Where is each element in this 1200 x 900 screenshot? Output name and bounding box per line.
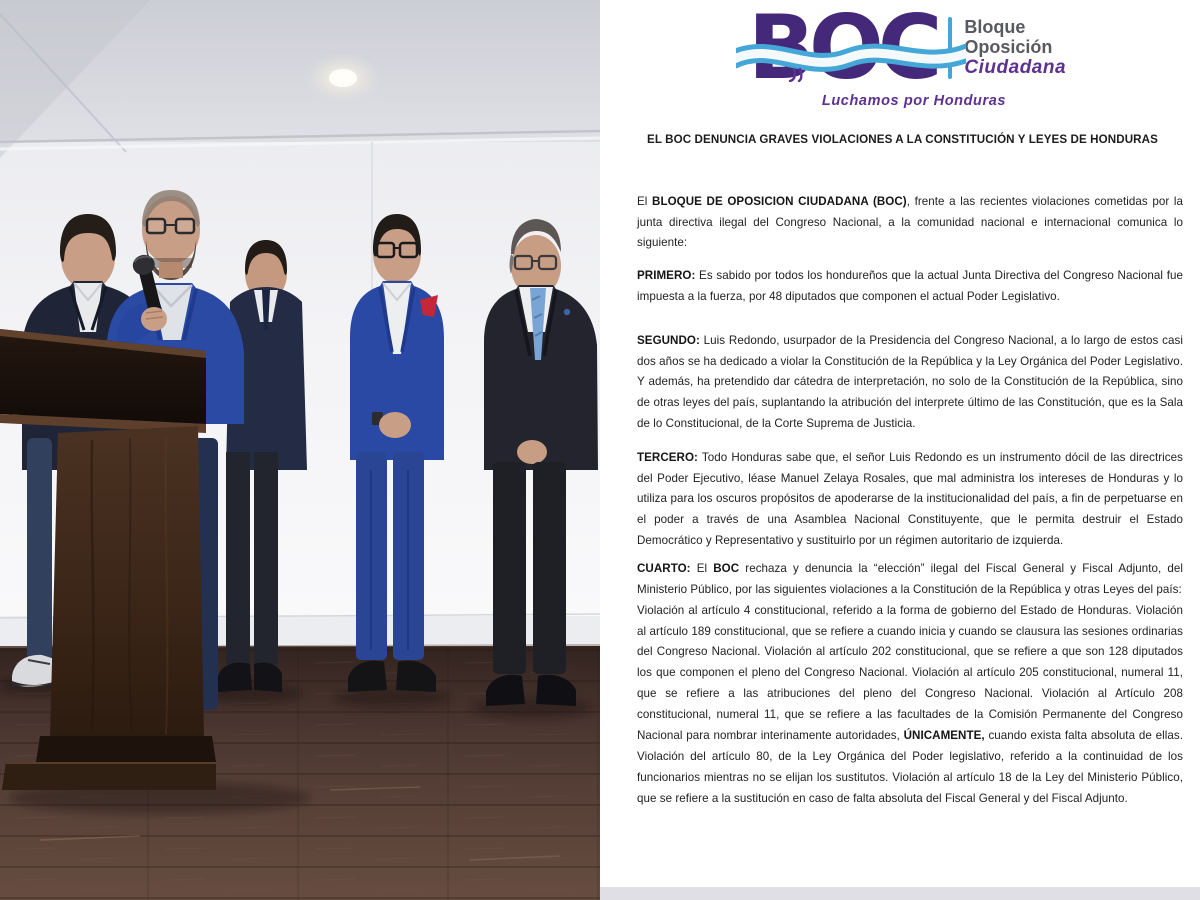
paragraph-cuarto-violaciones: Violación al artículo 4 constitucional, referido a la forma de gobierno del Estado de Honduras. Violación al artículo 189 constitucional, que se refiere a cuando inicia y cuando se clausura las sesiones ordinarias del Congreso Nacional. Violación al artículo 202 constitucional, que se refiere a que son 128 diputados los que componen el pleno del Congreso Nacional. Violación al artículo 205 constitucional, numeral 11, que se refiere a las atribuciones del pleno del Congreso Nacional. Violación al Artículo 208 constitucional, numeral 11, que se refiere a las facultades de la Comisión Permanente del Congreso Nacional para nombrar interinamente autoridades, ÚNICAMENTE, cuando exista falta absoluta de ellas. Violación del artículo 80, de la Ley Orgánica del Poder legislativo, referido a la continuidad de los funcionarios mientras no se elijan los sustitutos. Violación al artículo 18 de la Ley del Ministerio Público, que se refiere a la sustitución en caso de falta absoluta del Fiscal General y del Fiscal Adjunto.	[637, 603, 1183, 805]
logo-name-line3: Ciudadana	[964, 57, 1067, 79]
statement-title: EL BOC DENUNCIA GRAVES VIOLACIONES A LA CONSTITUCIÓN Y LEYES DE HONDURAS	[647, 133, 1158, 146]
paragraph-segundo: SEGUNDO: Luis Redondo, usurpador de la Presidencia del Congreso Nacional, a lo largo de estos casi dos años se ha dedicado a violar la Constitución de la República y la Ley Orgánica del Poder Legislativo. Y además, ha pretendido dar cátedra de interpretación, no solo de la Constitución de la República, sino de otras leyes del país, suplantando la atribución del interprete último de las Constitución, que es la Sala de lo Constitucional, de la Corte Suprema de Justicia.	[637, 333, 1183, 431]
paragraph-primero: PRIMERO: Es sabido por todos los hondureños que la actual Junta Directiva del Congreso Nacional fue impuesta a la fuerza, por 48 diputados que componen el actual Poder Legislativo.	[637, 268, 1183, 303]
logo-divider-bar	[948, 17, 952, 79]
boc-statement-document	[600, 0, 1200, 900]
paragraph-tercero: TERCERO: Todo Honduras sabe que, el señor Luis Redondo es un instrumento dócil de las directrices del Poder Ejecutivo, léase Manuel Zelaya Rosales, que mal administra los intereses de Honduras y lo utiliza para los oscuros propósitos de apoderarse de la institucionalidad del país, a fin de perpetuarse en el poder a través de una Asamblea Nacional Constituyente, que le permita destruir el Estado Democrático y Representativo y sustituirlo por un régimen autoritario de izquierda.	[637, 450, 1183, 548]
lapel-pin	[564, 309, 570, 315]
logo-name-line2: Oposición	[964, 36, 1053, 57]
paragraph-intro: El BLOQUE DE OPOSICION CIUDADANA (BOC), frente a las recientes violaciones cometidas por la junta directiva ilegal del Congreso Nacional, a la comunidad nacional e internacional comunica lo siguiente:	[637, 194, 1183, 250]
paragraph-cuarto-encabezado: CUARTO: El BOC rechaza y denuncia la “elección” ilegal del Fiscal General y Fiscal Adjunto, del Ministerio Público, por las siguientes violaciones a la Constitución de la República y otras Leyes del país:	[637, 561, 1183, 596]
boc-logo-acronym: BOC	[747, 0, 937, 99]
boc-logo	[600, 0, 1200, 110]
logo-tagline: Luchamos por Honduras	[821, 93, 1007, 110]
bottom-gray-bar	[600, 887, 1200, 900]
logo-name-line1: Bloque	[964, 16, 1026, 37]
